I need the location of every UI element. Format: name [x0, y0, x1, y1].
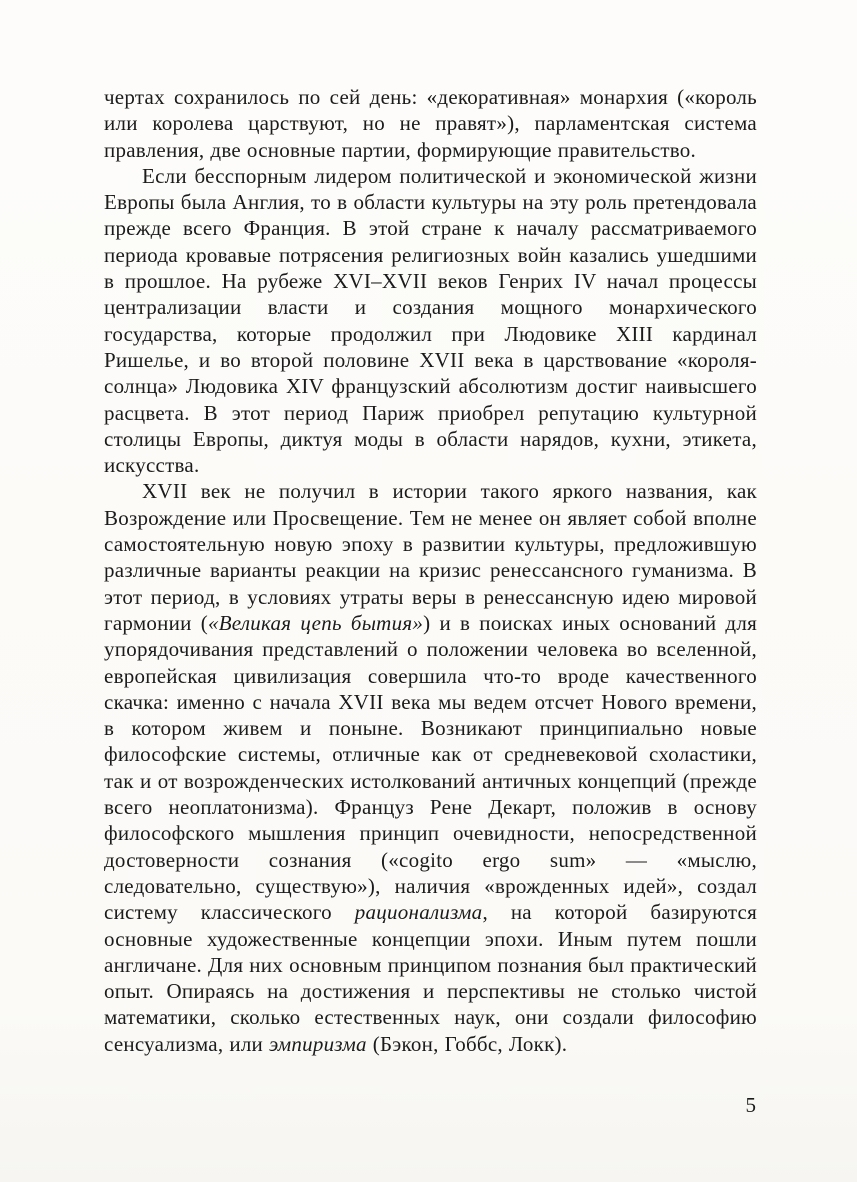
text-run: чертах сохранилось по сей день: «декоративная» монархия («король или королева царствуют, но не правят»), парламентская система правления, две основные партии, формирующие правительство. [104, 85, 757, 162]
text-run: (Бэкон, Гоббс, Локк). [366, 1031, 568, 1056]
page-number: 5 [745, 1093, 756, 1117]
text-run: ) и в поисках иных оснований для упорядочивания представлений о положении человека во вселенной, европейская цивилизация совершила что-то вроде качественного скачка: именно с начала XVII века мы ведем отсчет Нового времени, в котором живем и поныне. Возникают принципиально новые философские системы, отличные как от средневековой схоластики, так и от возрожденческих истолкований античных концепций (прежде всего неоплатонизма). Француз Рене Декарт, положив в основу философского мышления принцип очевидности, непосредственной достоверности сознания («cogito ergo sum» — «мыслю, следовательно, существую»), наличия «врожденных идей», создал систему классического [104, 610, 757, 925]
paragraph [104, 478, 757, 1057]
paragraph [104, 84, 757, 163]
body-text-block [104, 84, 757, 1057]
text-run: Если бесспорным лидером политической и экономической жизни Европы была Англия, то в области культуры на эту роль претендовала прежде всего Франция. В этой стране к началу рассматриваемого периода кровавые потрясения религиозных войн казались ушедшими в прошлое. На рубеже XVI–XVII веков Генрих IV начал процессы централизации власти и создания мощного монархического государства, которые продолжил при Людовике XIII кардинал Ришелье, и во второй половине XVII века в царствование «короля-солнца» Людовика XIV французский абсолютизм достиг наивысшего расцвета. В этот период Париж приобрел репутацию культурной столицы Европы, диктуя моды в области нарядов, кухни, этикета, искусства. [104, 163, 757, 478]
italic-text-run: «Великая цепь бытия» [207, 610, 424, 635]
text-run: , на которой базируются основные художественные концепции эпохи. Иным путем пошли англичане. Для них основным принципом познания был практический опыт. Опираясь на достижения и перспективы не столько чистой математики, сколько естественных наук, они создали философию сенсуализма, или [104, 900, 757, 1056]
italic-text-run: эмпиризма [269, 1031, 367, 1056]
italic-text-run: рационализма [354, 900, 483, 925]
paragraph [104, 163, 757, 479]
text-run: XVII век не получил в истории такого яркого названия, как Возрождение или Просвещение. Тем не менее он являет собой вполне самостоятельную новую эпоху в развитии культуры, предложившую различные варианты реакции на кризис ренессансного гуманизма. В этот период, в условиях утраты веры в ренессансную идею мировой гармонии ( [104, 479, 757, 635]
